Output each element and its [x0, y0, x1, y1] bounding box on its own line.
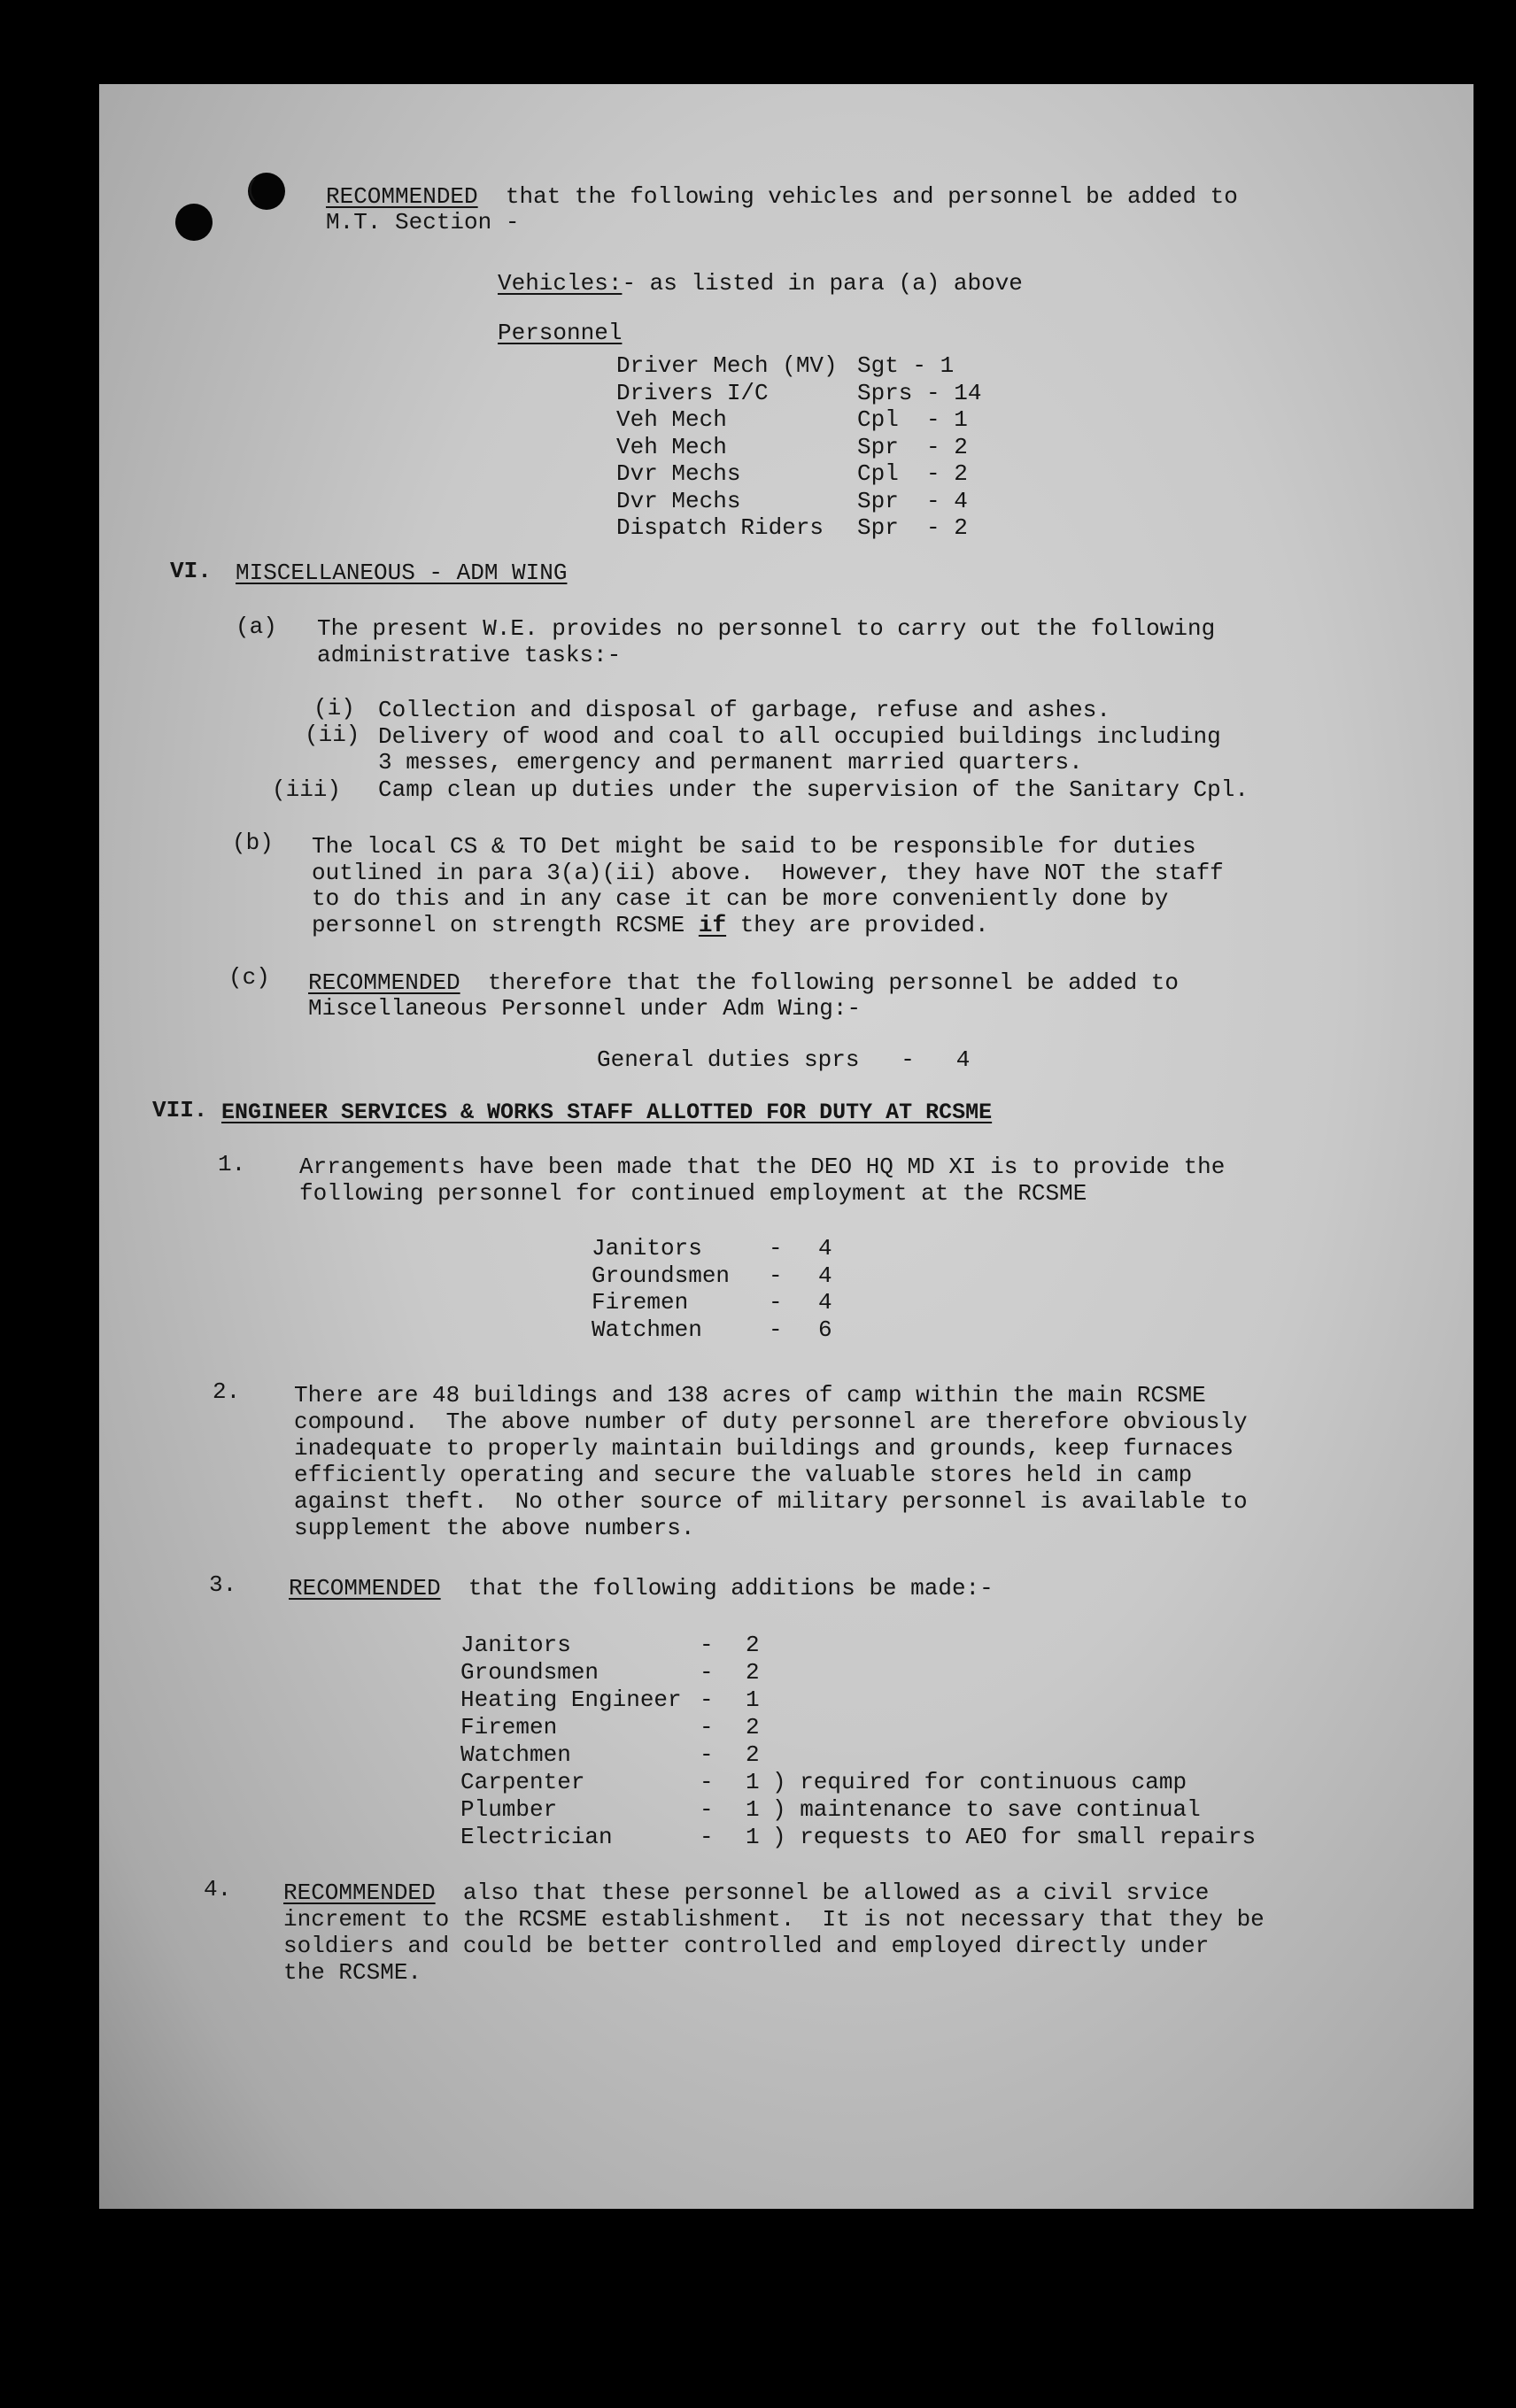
task-text: Delivery of wood and coal to all occupied buildings including: [378, 723, 1221, 750]
para-4-line: increment to the RCSME establishment. It is not necessary that they be: [283, 1906, 1265, 1933]
document-page: [99, 84, 1473, 2209]
para-1-line-2: following personnel for continued employment at the RCSME: [299, 1180, 1087, 1207]
task-number: (ii): [305, 722, 360, 748]
punch-hole: [175, 204, 213, 241]
para-number: 2.: [213, 1378, 241, 1405]
para-label: (a): [236, 614, 277, 640]
para-3-line: RECOMMENDED that the following additions be made:-: [289, 1575, 994, 1601]
para-c-line-2: Miscellaneous Personnel under Adm Wing:-: [308, 995, 862, 1022]
recommended-label: RECOMMENDED: [326, 183, 478, 210]
personnel-heading: Personnel: [498, 320, 623, 346]
para-a-line-2: administrative tasks:-: [317, 642, 622, 668]
task-text: Collection and disposal of garbage, refuse and ashes.: [378, 697, 1110, 723]
para-b-line: personnel on strength RCSME if they are provided.: [312, 912, 989, 938]
para-2-line: supplement the above numbers.: [294, 1515, 695, 1541]
task-text-continued: 3 messes, emergency and permanent married quarters.: [378, 749, 1083, 776]
recommended-label: RECOMMENDED: [308, 969, 460, 996]
task-text: Camp clean up duties under the supervision of the Sanitary Cpl.: [378, 776, 1249, 803]
para-label: (b): [232, 830, 274, 856]
intro-line-2: M.T. Section -: [326, 209, 520, 235]
para-b-line: The local CS & TO Det might be said to be responsible for duties: [312, 833, 1196, 860]
para-2-line: inadequate to properly maintain buildings and grounds, keep furnaces: [294, 1435, 1234, 1462]
para-4-line: soldiers and could be better controlled and employed directly under: [283, 1933, 1210, 1959]
vehicles-line: Vehicles:- as listed in para (a) above: [498, 270, 1023, 297]
intro-line-1: RECOMMENDED that the following vehicles and personnel be added to: [326, 183, 1238, 210]
para-2-line: against theft. No other source of military personnel is available to: [294, 1488, 1248, 1515]
personnel-table: Driver Mech (MV) Sgt - 1 Drivers I/C Sprs - 14 Veh Mech Cpl - 1 Veh Mech Spr - 2 Dvr Mechs Cpl - 2 Dvr Mechs Spr - 4 Dispatch Riders Spr - 2: [616, 352, 982, 541]
para-label: (c): [228, 964, 270, 991]
section-number: VI.: [170, 558, 212, 584]
item-label: (: [245, 176, 259, 203]
para-2-line: compound. The above number of duty personnel are therefore obviously: [294, 1409, 1248, 1435]
recommended-label: RECOMMENDED: [289, 1575, 441, 1601]
section-heading: ENGINEER SERVICES & WORKS STAFF ALLOTTED FOR DUTY AT RCSME: [221, 1100, 993, 1125]
para-number: 3.: [209, 1571, 237, 1598]
para-1-line-1: Arrangements have been made that the DEO HQ MD XI is to provide the: [299, 1154, 1226, 1180]
para-number: 4.: [204, 1876, 232, 1902]
task-number: (i): [313, 695, 355, 722]
section-number: VII.: [152, 1097, 208, 1123]
para-2-line: There are 48 buildings and 138 acres of camp within the main RCSME: [294, 1382, 1206, 1409]
recommended-label: RECOMMENDED: [283, 1879, 436, 1906]
general-duties-line: General duties sprs - 4: [597, 1046, 971, 1073]
para-a-line-1: The present W.E. provides no personnel to carry out the following: [317, 615, 1216, 642]
para-4-line: the RCSME.: [283, 1959, 422, 1986]
para-4-line: RECOMMENDED also that these personnel be allowed as a civil srvice: [283, 1879, 1210, 1906]
staff-table: Janitors - 4 Groundsmen - 4 Firemen - 4 Watchmen - 6: [592, 1235, 832, 1343]
section-heading: MISCELLANEOUS - ADM WING: [236, 560, 568, 586]
para-b-line: outlined in para 3(a)(ii) above. However, they have NOT the staff: [312, 860, 1224, 886]
para-b-line: to do this and in any case it can be more conveniently done by: [312, 885, 1169, 912]
para-number: 1.: [218, 1151, 246, 1177]
additions-table: Janitors - 2 Groundsmen - 2 Heating Engineer - 1 Firemen - 2 Watchmen - 2 Carpenter - 1 ) required for continuous camp Plumber - 1 ) maintenance to save continual Electrician - 1 ) requests to AEO for small repairs: [460, 1632, 1257, 1850]
para-2-line: efficiently operating and secure the valuable stores held in camp: [294, 1462, 1193, 1488]
task-number: (iii): [272, 776, 342, 803]
para-c-line-1: RECOMMENDED therefore that the following personnel be added to: [308, 969, 1179, 996]
